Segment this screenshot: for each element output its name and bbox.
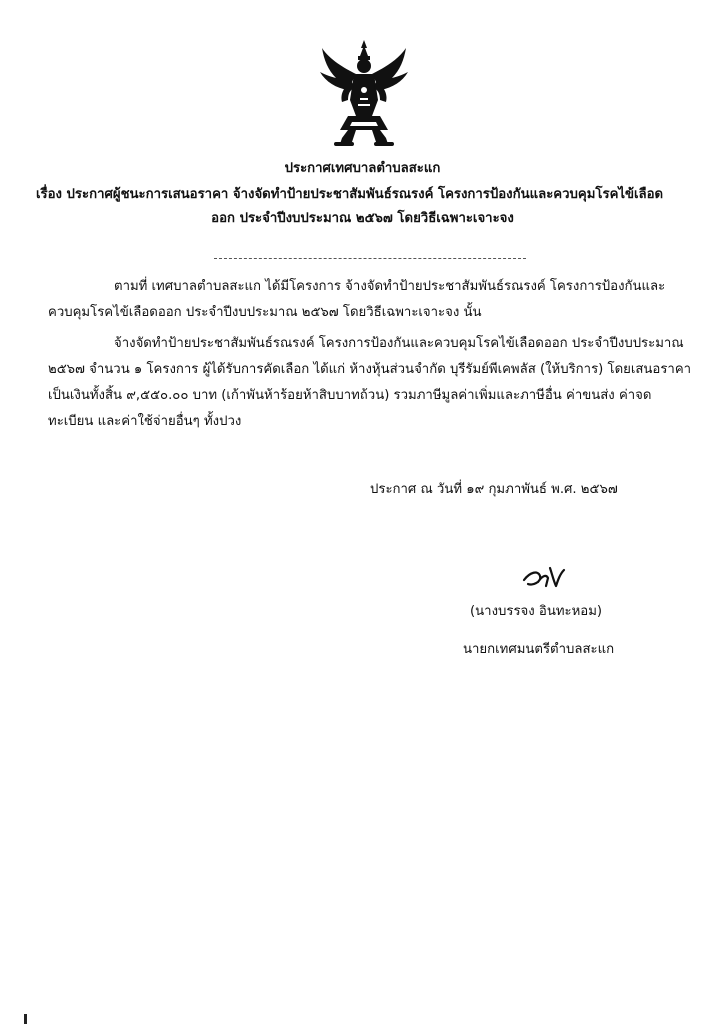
document-heading: ประกาศเทศบาลตำบลสะแก: [284, 161, 441, 176]
paragraph-1-line-1: ตามที่ เทศบาลตำบลสะแก ได้มีโครงการ จ้างจัดทำป้ายประชาสัมพันธ์รณรงค์ โครงการป้องกันและ: [114, 279, 666, 294]
paragraph-2-line-2: ๒๕๖๗ จำนวน ๑ โครงการ ผู้ได้รับการคัดเลือก ได้แก่ ห้างหุ้นส่วนจำกัด บุรีรัมย์พีเคพลัส (ให้บริการ) โดยเสนอราคา: [48, 362, 692, 377]
subject-line-2: ออก ประจำปีงบประมาณ ๒๕๖๗ โดยวิธีเฉพาะเจาะจง: [211, 211, 514, 226]
handwritten-signature-icon: [520, 562, 566, 592]
signer-name: (นางบรรจง อินทะหอม): [470, 604, 603, 619]
scan-edge-mark: [24, 1014, 27, 1024]
paragraph-2-line-3: เป็นเงินทั้งสิ้น ๙,๕๕๐.๐๐ บาท (เก้าพันห้าร้อยห้าสิบบาทถ้วน) รวมภาษีมูลค่าเพิ่มและภาษีอื่น ค่าขนส่ง ค่าจด: [48, 388, 652, 403]
paragraph-2-line-4: ทะเบียน และค่าใช้จ่ายอื่นๆ ทั้งปวง: [48, 414, 242, 429]
signer-title: นายกเทศมนตรีตำบลสะแก: [463, 642, 615, 657]
paragraph-1-line-2: ควบคุมโรคไข้เลือดออก ประจำปีงบประมาณ ๒๕๖๗ โดยวิธีเฉพาะเจาะจง นั้น: [48, 305, 482, 320]
divider-line: [214, 258, 526, 259]
garuda-emblem-icon: [318, 38, 410, 150]
subject-line-1: เรื่อง ประกาศผู้ชนะการเสนอราคา จ้างจัดทำป้ายประชาสัมพันธ์รณรงค์ โครงการป้องกันและควบคุมโรคไข้เลือด: [36, 187, 664, 202]
announcement-date: ประกาศ ณ วันที่ ๑๙ กุมภาพันธ์ พ.ศ. ๒๕๖๗: [370, 482, 618, 497]
paragraph-2-line-1: จ้างจัดทำป้ายประชาสัมพันธ์รณรงค์ โครงการป้องกันและควบคุมโรคไข้เลือดออก ประจำปีงบประมาณ: [114, 336, 684, 351]
